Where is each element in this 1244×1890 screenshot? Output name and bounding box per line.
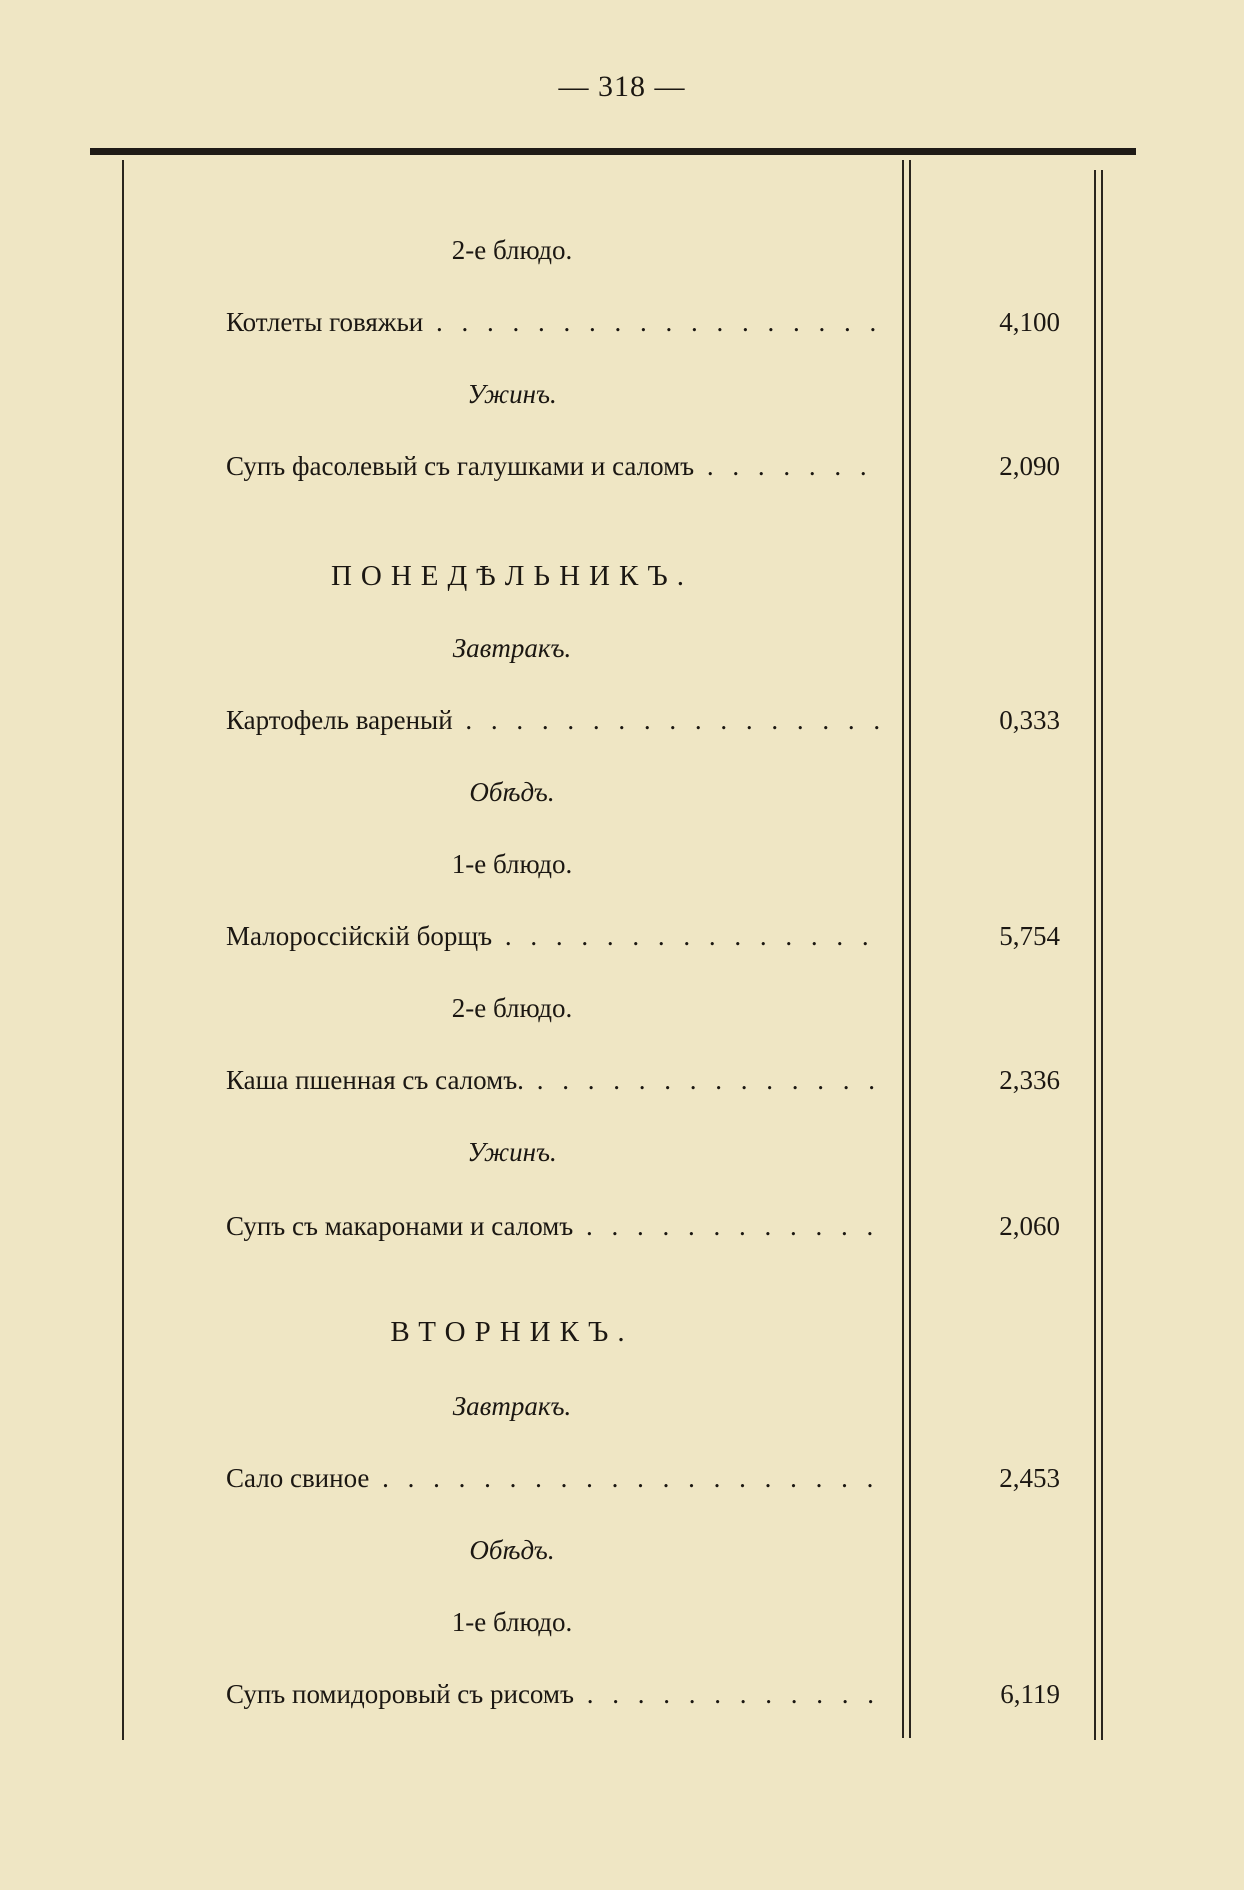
table-row [0, 446, 1244, 486]
top-rule [90, 148, 1136, 155]
item-name: Супъ фасолевый съ галушками и саломъ . . . [226, 446, 886, 486]
page-number: — 318 — [558, 70, 686, 103]
table-row [0, 1060, 1244, 1100]
table-row [0, 1674, 1244, 1714]
course-heading: 2-е блюдо. [451, 993, 573, 1023]
meal-heading: Ужинъ. [467, 379, 557, 409]
course-heading: 1-е блюдо. [451, 849, 573, 879]
table-row [0, 916, 1244, 956]
course-heading: 2-е блюдо. [451, 235, 573, 265]
item-name: Картофель вареный . . . [226, 700, 886, 740]
table-row [0, 1458, 1244, 1498]
item-name: Котлеты говяжьи . . . [226, 302, 886, 342]
item-name: Супъ помидоровый съ рисомъ . . . [226, 1674, 886, 1714]
item-value: 4,100 [999, 307, 1060, 337]
meal-heading: Обѣдъ. [469, 1535, 555, 1565]
table-row [0, 1206, 1244, 1246]
meal-heading: Обѣдъ. [469, 777, 555, 807]
item-value: 2,060 [999, 1211, 1060, 1241]
item-value: 5,754 [999, 921, 1060, 951]
item-name: Каша пшенная съ саломъ. . . . [226, 1060, 886, 1100]
table-row [0, 700, 1244, 740]
meal-heading: Ужинъ. [467, 1137, 557, 1167]
course-heading: 1-е блюдо. [451, 1607, 573, 1637]
item-value: 0,333 [999, 705, 1060, 735]
item-name: Сало свиное . . . [226, 1458, 886, 1498]
table-row [0, 302, 1244, 342]
day-heading: ПОНЕДѢЛЬНИКЪ. [330, 560, 694, 592]
item-name: Супъ съ макаронами и саломъ . . . [226, 1206, 886, 1246]
day-heading: ВТОРНИКЪ. [390, 1316, 634, 1348]
meal-heading: Завтракъ. [452, 1391, 572, 1421]
item-name: Малороссійскій борщъ . . . [226, 916, 886, 956]
item-value: 2,090 [999, 451, 1060, 481]
item-value: 6,119 [1000, 1679, 1060, 1709]
meal-heading: Завтракъ. [452, 633, 572, 663]
item-value: 2,453 [999, 1463, 1060, 1493]
item-value: 2,336 [999, 1065, 1060, 1095]
